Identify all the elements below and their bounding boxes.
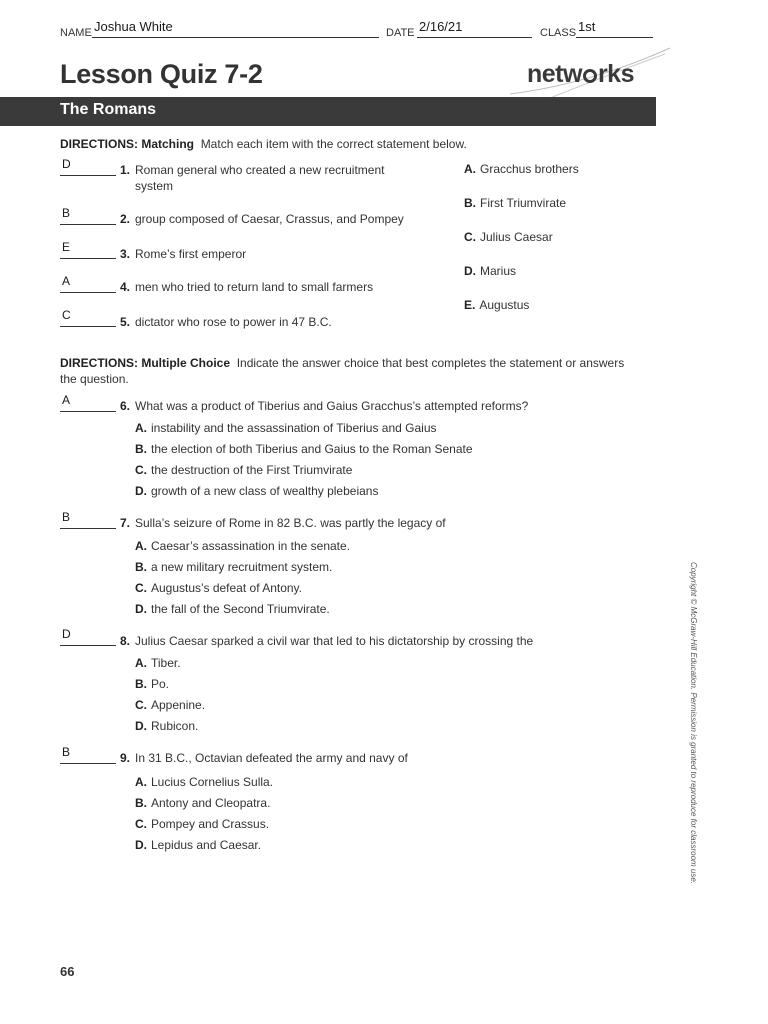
- question-text: men who tried to return land to small farmers: [135, 280, 374, 294]
- choice-d: D. Marius: [464, 264, 517, 278]
- name-field[interactable]: Joshua White: [94, 19, 173, 34]
- option-b: B. Po.: [135, 677, 170, 691]
- answer-blank: [60, 292, 116, 293]
- answer-5-field[interactable]: C: [62, 308, 71, 322]
- option-b: B. a new military recruitment system.: [135, 560, 333, 574]
- answer-blank: [60, 326, 116, 327]
- answer-6-field[interactable]: A: [62, 393, 71, 407]
- answer-8-field[interactable]: D: [62, 627, 71, 641]
- answer-blank: [60, 528, 116, 529]
- option-b: B. the election of both Tiberius and Gaius to the Roman Senate: [135, 442, 473, 456]
- answer-1-field[interactable]: D: [62, 157, 71, 171]
- class-line: [576, 37, 653, 38]
- class-field[interactable]: 1st: [578, 19, 596, 34]
- answer-blank: [60, 224, 116, 225]
- answer-2-field[interactable]: B: [62, 206, 71, 220]
- class-label: CLASS: [540, 27, 577, 39]
- question-text: group composed of Caesar, Crassus, and Pompey: [135, 212, 404, 226]
- option-c: C. Augustus’s defeat of Antony.: [135, 581, 302, 595]
- option-b: B. Antony and Cleopatra.: [135, 796, 271, 810]
- mc-directions: DIRECTIONS: Multiple Choice Indicate the answer choice that best completes the statement or answers the question.: [60, 356, 625, 386]
- question-text: Roman general who created a new recruitment: [135, 163, 385, 177]
- matching-directions: DIRECTIONS: Matching Match each item with the correct statement below.: [60, 137, 467, 151]
- name-line: [92, 37, 379, 38]
- answer-blank: [60, 645, 116, 646]
- choice-b: B. First Triumvirate: [464, 196, 567, 210]
- question-text: system: [135, 179, 174, 193]
- option-d: D. the fall of the Second Triumvirate.: [135, 602, 330, 616]
- option-a: A. Caesar’s assassination in the senate.: [135, 539, 351, 553]
- question-text: Rome’s first emperor: [135, 247, 247, 261]
- question-text: What was a product of Tiberius and Gaius Gracchus’s attempted reforms?: [135, 399, 529, 413]
- option-d: D. Rubicon.: [135, 719, 199, 733]
- question-text: In 31 B.C., Octavian defeated the army and navy of: [135, 751, 408, 765]
- choice-e: E. Augustus: [464, 298, 530, 312]
- date-line: [417, 37, 532, 38]
- page-number: 66: [60, 964, 75, 979]
- option-c: C. the destruction of the First Triumvirate: [135, 463, 353, 477]
- brand-logo: netw rks: [527, 60, 634, 88]
- name-label: NAME: [60, 27, 92, 39]
- date-field[interactable]: 2/16/21: [419, 19, 463, 34]
- answer-3-field[interactable]: E: [62, 240, 71, 254]
- answer-blank: [60, 411, 116, 412]
- answer-blank: [60, 175, 116, 176]
- answer-4-field[interactable]: A: [62, 274, 71, 288]
- choice-c: C. Julius Caesar: [464, 230, 553, 244]
- answer-blank: [60, 258, 116, 259]
- option-c: C. Appenine.: [135, 698, 206, 712]
- choice-a: A. Gracchus brothers: [464, 162, 579, 176]
- answer-blank: [60, 763, 116, 764]
- option-a: A. instability and the assassination of Tiberius and Gaius: [135, 421, 437, 435]
- section-title: The Romans: [60, 101, 157, 118]
- date-label: DATE: [386, 27, 415, 39]
- answer-7-field[interactable]: B: [62, 510, 71, 524]
- question-text: Julius Caesar sparked a civil war that led to his dictatorship by crossing the: [135, 634, 534, 648]
- brand-o-icon: [583, 69, 597, 83]
- question-text: dictator who rose to power in 47 B.C.: [135, 315, 332, 329]
- page-title: Lesson Quiz 7-2: [60, 59, 263, 89]
- option-c: C. Pompey and Crassus.: [135, 817, 270, 831]
- option-a: A. Lucius Cornelius Sulla.: [135, 775, 274, 789]
- option-d: D. Lepidus and Caesar.: [135, 838, 262, 852]
- option-d: D. growth of a new class of wealthy plebeians: [135, 484, 379, 498]
- option-a: A. Tiber.: [135, 656, 181, 670]
- question-text: Sulla’s seizure of Rome in 82 B.C. was partly the legacy of: [135, 516, 446, 530]
- copyright-notice: Copyright © McGraw-Hill Education. Permission is granted to reproduce for classroom use.: [689, 562, 698, 885]
- answer-9-field[interactable]: B: [62, 745, 71, 759]
